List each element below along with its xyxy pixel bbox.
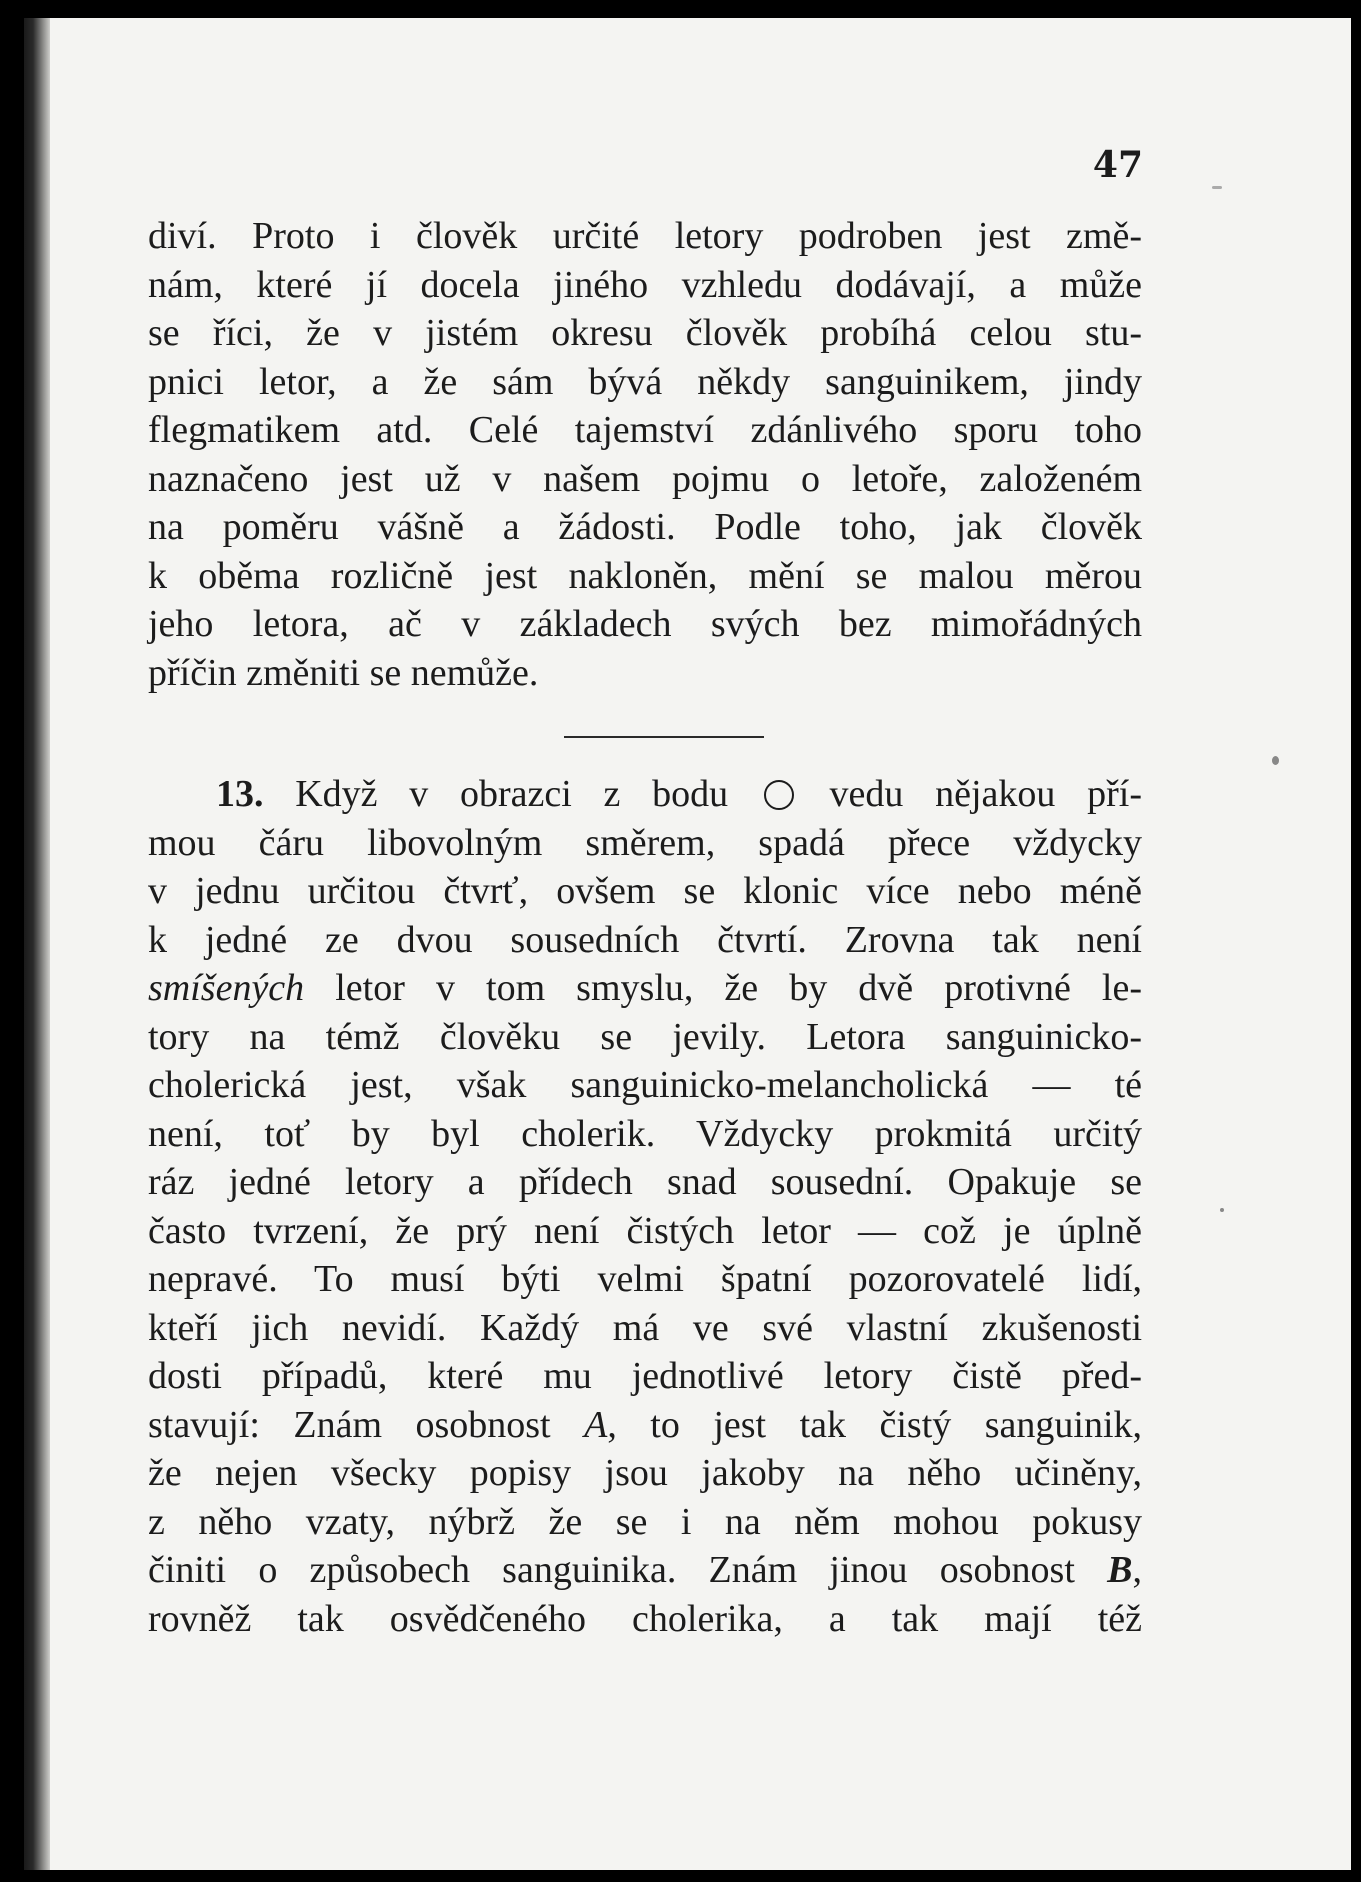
section-number: 13.: [216, 773, 264, 815]
variable-b: B: [1107, 1549, 1133, 1591]
circle-point-icon: [764, 780, 794, 810]
text-fragment: letor v tom smyslu, že by dvě protivné le-: [304, 967, 1142, 1009]
text-line: tory na témž člověku se jevily. Letora sanguinicko-: [148, 1015, 1142, 1058]
binding-shadow: [24, 18, 50, 1870]
paragraph-continued: [148, 212, 1142, 697]
text-fragment: ,: [1132, 1549, 1142, 1591]
paper-speck: [1272, 756, 1279, 765]
text-line: kteří jich nevidí. Každý má ve své vlastní zkušenosti: [148, 1306, 1142, 1349]
paper-speck: [1220, 1208, 1224, 1212]
text-line: diví. Proto i člověk určité letory podroben jest změ-: [148, 215, 1142, 257]
text-line: že nejen všecky popisy jsou jakoby na něho učiněny,: [148, 1452, 1142, 1494]
text-fragment: , to jest tak čistý sanguinik,: [607, 1403, 1142, 1446]
text-line: pnici letor, a že sám bývá někdy sanguinikem, jindy: [148, 360, 1142, 403]
text-line: nám, které jí docela jiného vzhledu dodávají, a může: [148, 263, 1142, 306]
paper-speck: [1212, 186, 1222, 189]
scanned-page: [24, 18, 1351, 1870]
text-line: nepravé. To musí býti velmi špatní pozorovatelé lidí,: [148, 1258, 1142, 1300]
text-line: flegmatikem atd. Celé tajemství zdánlivého sporu toho: [148, 409, 1142, 451]
text-line: často tvrzení, že prý není čistých letor — což je úplně: [148, 1209, 1142, 1252]
text-line: [148, 770, 1142, 819]
text-line: k oběma rozličně jest nakloněn, mění se malou měrou: [148, 554, 1142, 597]
text-line: dosti případů, které mu jednotlivé letory čistě před-: [148, 1355, 1142, 1397]
text-line: na poměru vášně a žádosti. Podle toho, jak člověk: [148, 506, 1142, 548]
text-line: se říci, že v jistém okresu člověk probíhá celou stu-: [148, 312, 1142, 354]
text-line: příčin změniti se nemůže.: [148, 651, 539, 694]
text-line: cholerická jest, však sanguinicko-melancholická — té: [148, 1064, 1142, 1106]
emphasized-word: smíšených: [148, 967, 305, 1009]
text-line: rovněž tak osvědčeného cholerika, a tak mají též: [148, 1597, 1142, 1640]
section-separator: [564, 736, 764, 738]
section-13: [148, 770, 1142, 1643]
text-fragment: stavují: Znám osobnost: [148, 1403, 585, 1446]
text-line: v jednu určitou čtvrť, ovšem se klonic více nebo méně: [148, 870, 1142, 912]
text-line: naznačeno jest už v našem pojmu o letoře, založeném: [148, 457, 1142, 500]
text-line: [148, 1546, 1142, 1595]
text-fragment: vedu nějakou pří-: [829, 773, 1142, 815]
text-line: mou čáru libovolným směrem, spadá přece vždycky: [148, 821, 1142, 864]
text-line: není, toť by byl cholerik. Vždycky prokmitá určitý: [148, 1112, 1142, 1155]
text-line: k jedné ze dvou sousedních čtvrtí. Zrovna tak není: [148, 918, 1142, 961]
page-number: 47: [1092, 144, 1143, 186]
text-line: [148, 1401, 1142, 1450]
text-line: [148, 964, 1142, 1013]
text-line: jeho letora, ač v základech svých bez mimořádných: [148, 603, 1142, 645]
variable-a: A: [584, 1403, 608, 1446]
text-line: z něho vzaty, nýbrž že se i na něm mohou pokusy: [148, 1500, 1142, 1543]
text-fragment: činiti o způsobech sanguinika. Znám jinou osobnost: [148, 1549, 1108, 1591]
text-line: ráz jedné letory a přídech snad sousední. Opakuje se: [148, 1161, 1142, 1203]
text-fragment: Když v obrazci z bodu: [295, 773, 729, 815]
